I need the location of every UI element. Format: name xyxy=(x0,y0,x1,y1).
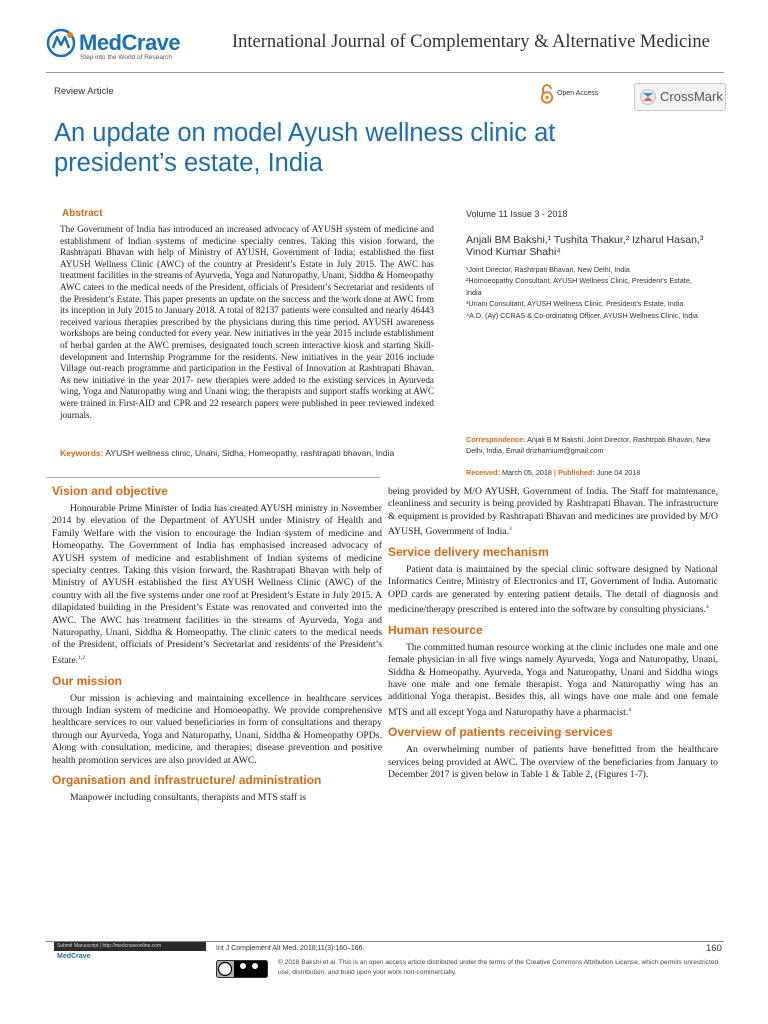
affiliation-item: ³Unani Consultant, AYUSH Wellness Clinic, President’s Estate, India xyxy=(466,299,684,309)
correspondence-text: Anjali B M Bakshi, Joint Director, Rashtrpati Bhavan, New Delhi, India, Email drizharnium@gmail.com xyxy=(466,435,711,456)
footer-logo: MedCrave xyxy=(57,953,91,960)
medcrave-logo[interactable] xyxy=(46,28,216,62)
affiliation-item: ²Homoeopathy Consultant, AYUSH Wellness Clinic, President’s Estate, India xyxy=(466,276,692,297)
journal-title: International Journal of Complementary & Alternative Medicine xyxy=(232,32,710,52)
published-date: June 04 2018 xyxy=(596,468,641,477)
overview-heading: Overview of patients receiving services xyxy=(388,725,613,740)
vision-text: Honourable Prime Minister of India has created AYUSH ministry in November 2014 by elevation of the Department of AYUSH under Ministry of Health and Family Welfare with the vision to encourage the Indian system of medicine and Homeopathy. The Government of India has emphasised increased advocacy of AYUSH system of medicine and establishment of Indian systems of medicine specialty centres. Taking this vision forward, the Rashtrapati Bhavan with help of Ministry of AYUSH established the first AYUSH Wellness Clinic (AWC) of the country with all the five systems under one roof at President’s Estate in July 2015. A dilapidated building in the President’s Estate was renovated and converted into the AWC. The AWC has treatment facilities in the streams of Ayurveda, Yoga and Naturopathy, Unani, Siddha & Homeopathy. The clinic caters to the medical needs of the President, officials of President’s Secretariat and residents of the President’s Estate. xyxy=(52,503,382,667)
article-title: An update on model Ayush wellness clinic at president’s estate, India xyxy=(54,119,556,177)
continued-text: being provided by M/O AYUSH, Government of India. The Staff for maintenance, cleanliness and security is being provided by Rashtrapati Bhavan. The infrastructure & equipment is provided by Rashtrapati Bhavan and medicines are provided by M/O AYUSH, Government of India. xyxy=(388,486,718,538)
correspondence xyxy=(466,434,722,457)
keywords-label: Keywords: xyxy=(60,448,104,458)
received-label: Received: xyxy=(466,468,500,477)
service-delivery-paragraph xyxy=(388,564,718,617)
vision-paragraph xyxy=(52,503,382,668)
organisation-paragraph: Manpower including consultants, therapists and MTS staff is xyxy=(70,791,307,803)
mission-heading: Our mission xyxy=(52,673,123,688)
affiliations xyxy=(466,264,702,321)
body-column-left xyxy=(52,484,382,810)
vision-heading: Vision and objective xyxy=(52,484,168,498)
citation: Int J Complement Alt Med. 2018;11(3):160‒166. xyxy=(216,945,365,952)
mission-paragraph: Our mission is achieving and maintaining excellence in healthcare services through Indian system of medicine and Homoeopathy. We provide comprehensive healthcare services to our valued beneficiaries in form of consultations and therapy through our Ayurveda, Yoga and Naturopathy, Unani, Siddha & Homeopathy OPDs. Along with consultation, medicine, and therapies; disease prevention and positive health promotion services are also provided at AWC. xyxy=(52,692,382,766)
page-number: 160 xyxy=(706,943,722,954)
organisation-heading: Organisation and infrastructure/ administration xyxy=(52,772,322,787)
article-dates: Received: March 05, 2018 | Published: June 04 2018 xyxy=(466,468,641,477)
service-text: Patient data is maintained by the special clinic software designed by National Informatics Centre, Ministry of Electronics and IT, Government of India. Automatic OPD cards are generated by entering patient details. The detail of diagnosis and medicine/therapy prescribed is entered into the software by consulting physicians. xyxy=(388,563,718,616)
volume-issue: Volume 11 Issue 3 - 2018 xyxy=(466,209,568,219)
article-type: Review Article xyxy=(54,86,114,97)
logo-text: MedCrave xyxy=(79,30,181,55)
overview-paragraph: An overwhelming number of patients have benefitted from the healthcare services being provided at AWC. The overview of the beneficiaries from January to December 2017 is given below in Table 1 & Table 2, (Figures 1-7). xyxy=(388,744,718,781)
service-ref[interactable]: 4 xyxy=(705,604,709,611)
abstract-body: The Government of India has introduced an increased advocacy of AYUSH system of medicine and establishment of Indian systems of medicine specialty centres. Taking this vision forward, the Rashtrapati Bhavan with help of Ministry of AYUSH, Government of India; established the first AYUSH Wellness Clinic (AWC) of the country at President’s Estate in July 2015. The AWC has treatment facilities in the streams of Ayurveda, Yoga and Naturopathy, Unani, Siddha & Homeopathy AWC caters to the medical needs of the President, officials of President’s Secretariat and residents of the President’s Estate. This paper presents an update on the success and the work done at AWC from its inception in July 2015 to January 2018. A total of 82137 patients were consulted and nearly 46443 received various therapies prescribed by the physicians during this time period. AYUSH awareness workshops are being conducted for every year. New initiatives in the year 2015 include establishment of herbal garden at the AWC premises, designated touch screen interactive kiosk and starting Skill-development and Internship Programme for the residents. New initiatives in the year 2016 include Village out-reach programme and participation in the Festival of Innovation at Rashtrapati Bhavan. As new initiative in the year 2017- new therapies were added to the existing services in Ayurveda wing, Yoga and Naturopathy wing and Unani wing; the therapists and support staffs working at AWC were trained in First-AID and CPR and 22 research papers were published in peer reviewed indexed journals. xyxy=(60,224,434,420)
affiliation-item: ¹Joint Director, Rashtrpati Bhavan, New Delhi, India xyxy=(466,265,630,274)
license-text: © 2018 Bakshi et al. This is an open access article distributed under the terms of the Creative Commons Attribution License, which permits unrestricted use, distribution, and build upon your work non-commercially. xyxy=(278,959,719,976)
abstract-heading: Abstract xyxy=(62,208,103,219)
service-delivery-heading: Service delivery mechanism xyxy=(388,544,549,559)
correspondence-label: Correspondence: xyxy=(466,435,526,444)
hr-text: The committed human resource working at the clinic includes one male and one female physician in all five wings namely Ayurveda, Yoga and Naturopathy, Unani, Siddha & Homeopathy. Ayurveda, Yoga and Naturopathy, Unani and Siddha wings have one male and one female therapist. Yoga and Naturopathy wing has an additional Yoga therapist. Besides this, all wings have one male and one female MTS and all except Yoga and Naturopathy have a pharmacist. xyxy=(388,641,718,718)
authors: Anjali BM Bakshi,¹ Tushita Thakur,² Izharul Hasan,³ Vinod Kumar Shahi⁴ xyxy=(466,234,704,258)
submit-manuscript-link[interactable]: Submit Manuscript | http://medcraveonline.com xyxy=(57,943,162,949)
crossmark-label: CrossMark xyxy=(660,89,723,104)
human-resource-paragraph xyxy=(388,642,718,720)
header-divider xyxy=(46,72,724,73)
received-date: March 05, 2018 xyxy=(501,468,552,477)
logo-tagline: Step into the World of Research xyxy=(80,54,173,61)
vision-ref[interactable]: 1,2 xyxy=(78,654,85,661)
medcrave-logo-icon xyxy=(46,28,76,58)
section-divider xyxy=(46,477,380,478)
keywords-text: AYUSH wellness clinic, Unani, Sidha, Homeopathy, rashtrapati bhavan, India xyxy=(105,448,395,458)
body-column-right xyxy=(388,486,718,788)
crossmark-button[interactable] xyxy=(634,83,726,111)
published-label: Published: xyxy=(557,468,595,477)
continued-paragraph xyxy=(388,486,718,539)
open-access-label: Open Access xyxy=(557,90,599,97)
submit-manuscript-bar[interactable] xyxy=(54,942,206,964)
affiliation-item: ⁴A.D. (Ay) CCRAS & Co-ordinating Officer, AYUSH Wellness Clinic, India xyxy=(466,310,698,320)
hr-ref[interactable]: 4 xyxy=(628,706,631,713)
keywords xyxy=(60,448,436,459)
crossmark-icon xyxy=(640,88,656,106)
creative-commons-icon[interactable] xyxy=(216,960,268,978)
human-resource-heading: Human resource xyxy=(388,622,483,637)
continued-ref[interactable]: 3 xyxy=(509,526,512,533)
open-lock-icon xyxy=(540,84,554,104)
